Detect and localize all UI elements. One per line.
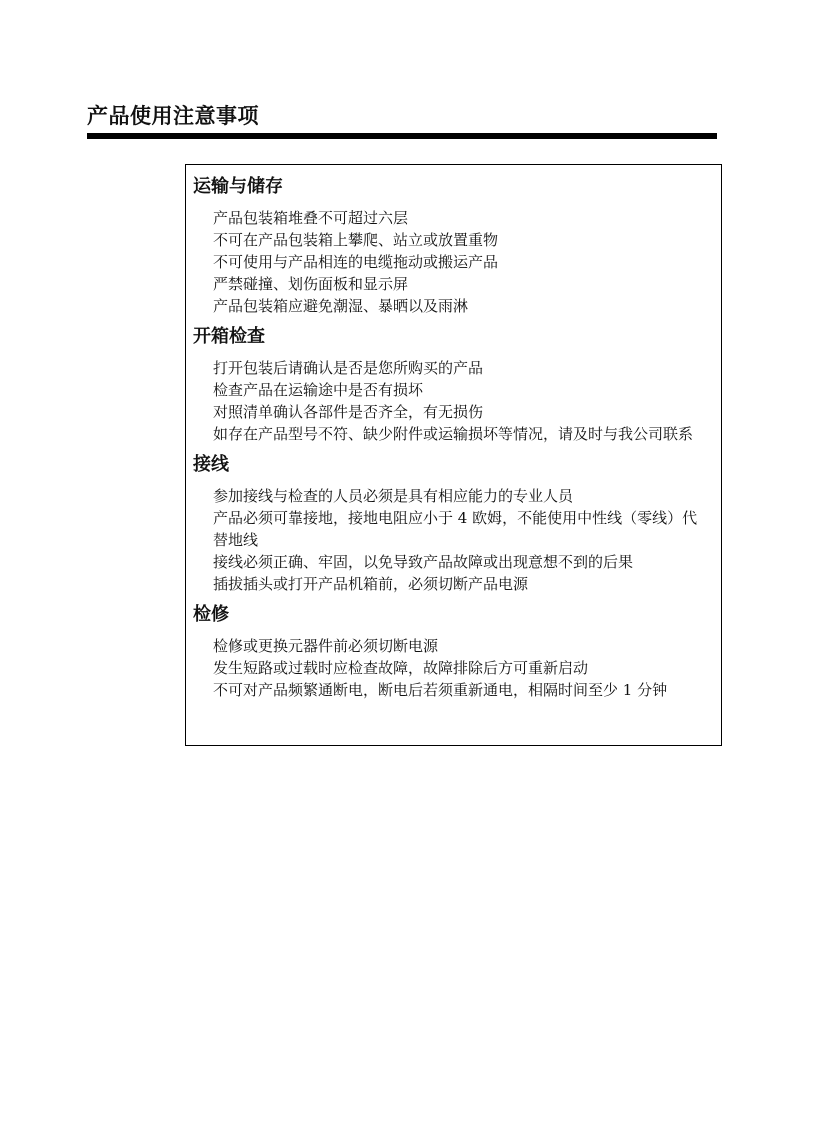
section-wiring — [186, 453, 721, 595]
list-item: 产品包装箱应避免潮湿、暴晒以及雨淋 — [213, 297, 469, 315]
notice-box — [185, 164, 722, 746]
section-transport-storage — [186, 175, 721, 317]
list-item: 产品必须可靠接地，接地电阻应小于 4 欧姆，不能使用中性线（零线）代替地线 — [213, 509, 698, 549]
list-item: 接线必须正确、牢固，以免导致产品故障或出现意想不到的后果 — [213, 553, 634, 571]
list-item: 打开包装后请确认是否是您所购买的产品 — [213, 359, 484, 377]
list-item: 插拔插头或打开产品机箱前，必须切断产品电源 — [213, 575, 529, 593]
list-item: 如存在产品型号不符、缺少附件或运输损坏等情况，请及时与我公司联系 — [213, 425, 694, 443]
section-heading: 开箱检查 — [193, 326, 265, 347]
list-item: 不可在产品包装箱上攀爬、站立或放置重物 — [213, 231, 499, 249]
list-item: 参加接线与检查的人员必须是具有相应能力的专业人员 — [213, 487, 574, 505]
section-heading: 运输与储存 — [193, 176, 283, 197]
section-list — [186, 357, 721, 445]
section-list — [186, 485, 721, 595]
list-item: 检修或更换元器件前必须切断电源 — [213, 637, 439, 655]
list-item: 不可使用与产品相连的电缆拖动或搬运产品 — [213, 253, 499, 271]
list-item: 严禁碰撞、划伤面板和显示屏 — [213, 275, 409, 293]
title-divider — [87, 133, 717, 139]
page-title: 产品使用注意事项 — [87, 104, 259, 128]
section-heading: 接线 — [193, 454, 229, 475]
list-item: 产品包装箱堆叠不可超过六层 — [213, 209, 409, 227]
section-list — [186, 635, 721, 701]
list-item: 检查产品在运输途中是否有损坏 — [213, 381, 424, 399]
list-item: 不可对产品频繁通断电，断电后若须重新通电，相隔时间至少 1 分钟 — [213, 681, 668, 699]
list-item: 对照清单确认各部件是否齐全，有无损伤 — [213, 403, 484, 421]
section-maintenance — [186, 603, 721, 701]
section-unpacking-inspection — [186, 325, 721, 445]
section-heading: 检修 — [193, 604, 229, 625]
list-item: 发生短路或过载时应检查故障，故障排除后方可重新启动 — [213, 659, 589, 677]
section-list — [186, 207, 721, 317]
